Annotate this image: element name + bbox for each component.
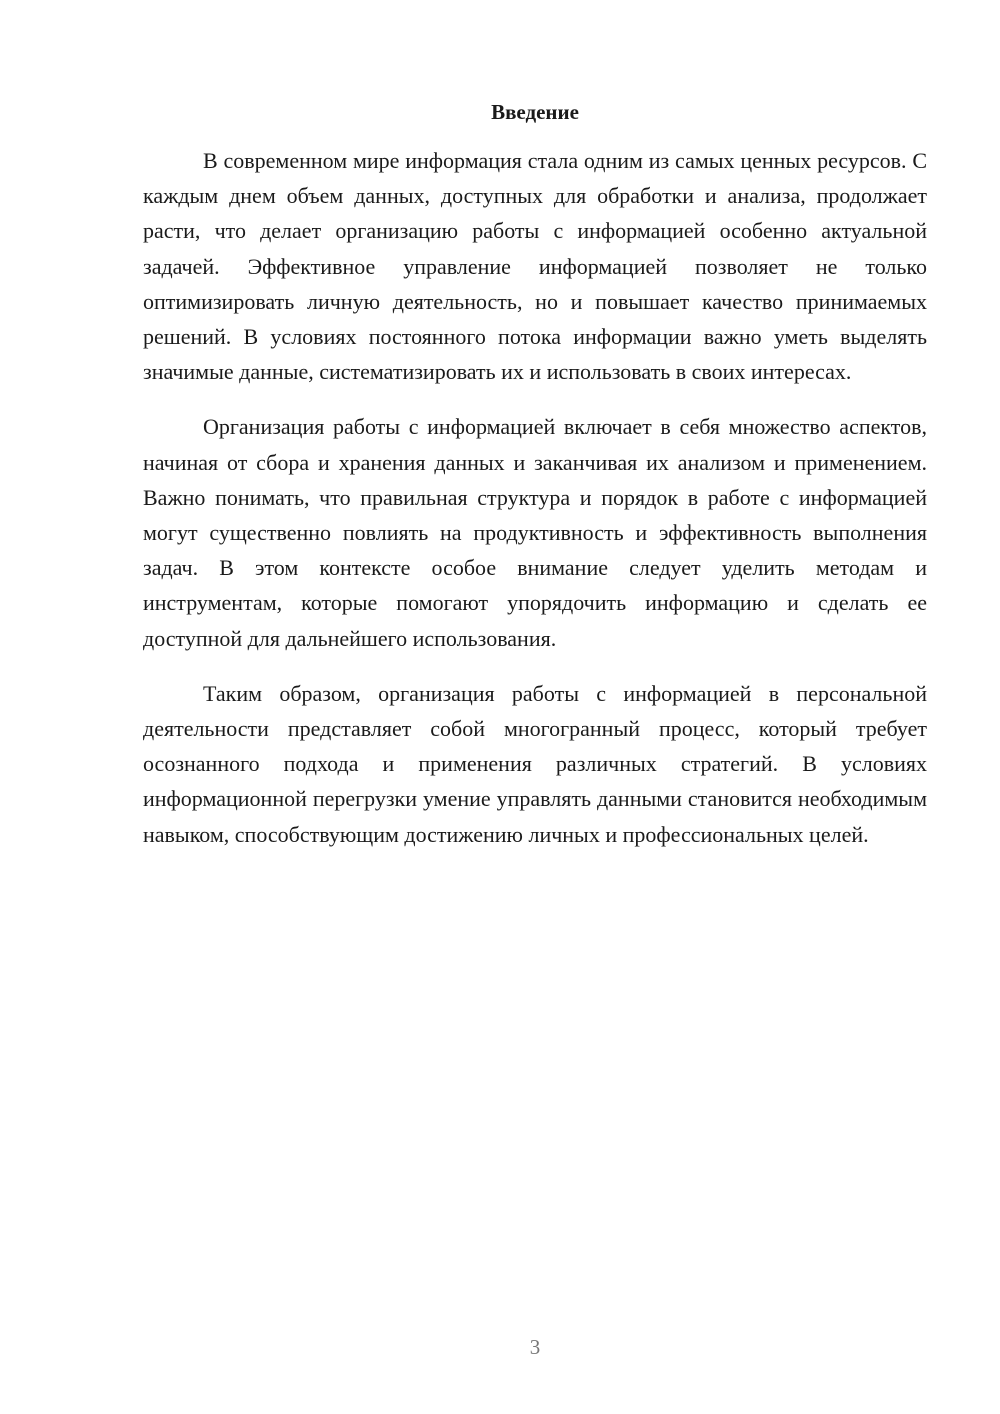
page-number: 3 xyxy=(529,1335,541,1359)
section-heading: Введение xyxy=(491,100,579,124)
paragraph-2: Организация работы с информацией включает в себя множество аспектов, начиная от сбора и хранения данных и заканчивая их анализом и применением. Важно понимать, что правильная структура и порядок в работе с информацией могут существенно повлиять на продуктивность и эффективность выполнения задач. В этом контексте особое внимание следует уделить методам и инструментам, которые помогают упорядочить информацию и сделать ее доступной для дальнейшего использования. xyxy=(143,414,927,651)
body-text xyxy=(143,143,927,872)
paragraph-1: В современном мире информация стала одним из самых ценных ресурсов. С каждым днем объем данных, доступных для обработки и анализа, продолжает расти, что делает организацию работы с информацией особенно актуальной задачей. Эффективное управление информацией позволяет не только оптимизировать личную деятельность, но и повышает качество принимаемых решений. В условиях постоянного потока информации важно уметь выделять значимые данные, систематизировать их и использовать в своих интересах. xyxy=(143,148,927,385)
paragraph-3: Таким образом, организация работы с информацией в персональной деятельности представляет собой многогранный процесс, который требует осознанного подхода и применения различных стратегий. В условиях информационной перегрузки умение управлять данными становится необходимым навыком, способствующим достижению личных и профессиональных целей. xyxy=(143,680,927,847)
